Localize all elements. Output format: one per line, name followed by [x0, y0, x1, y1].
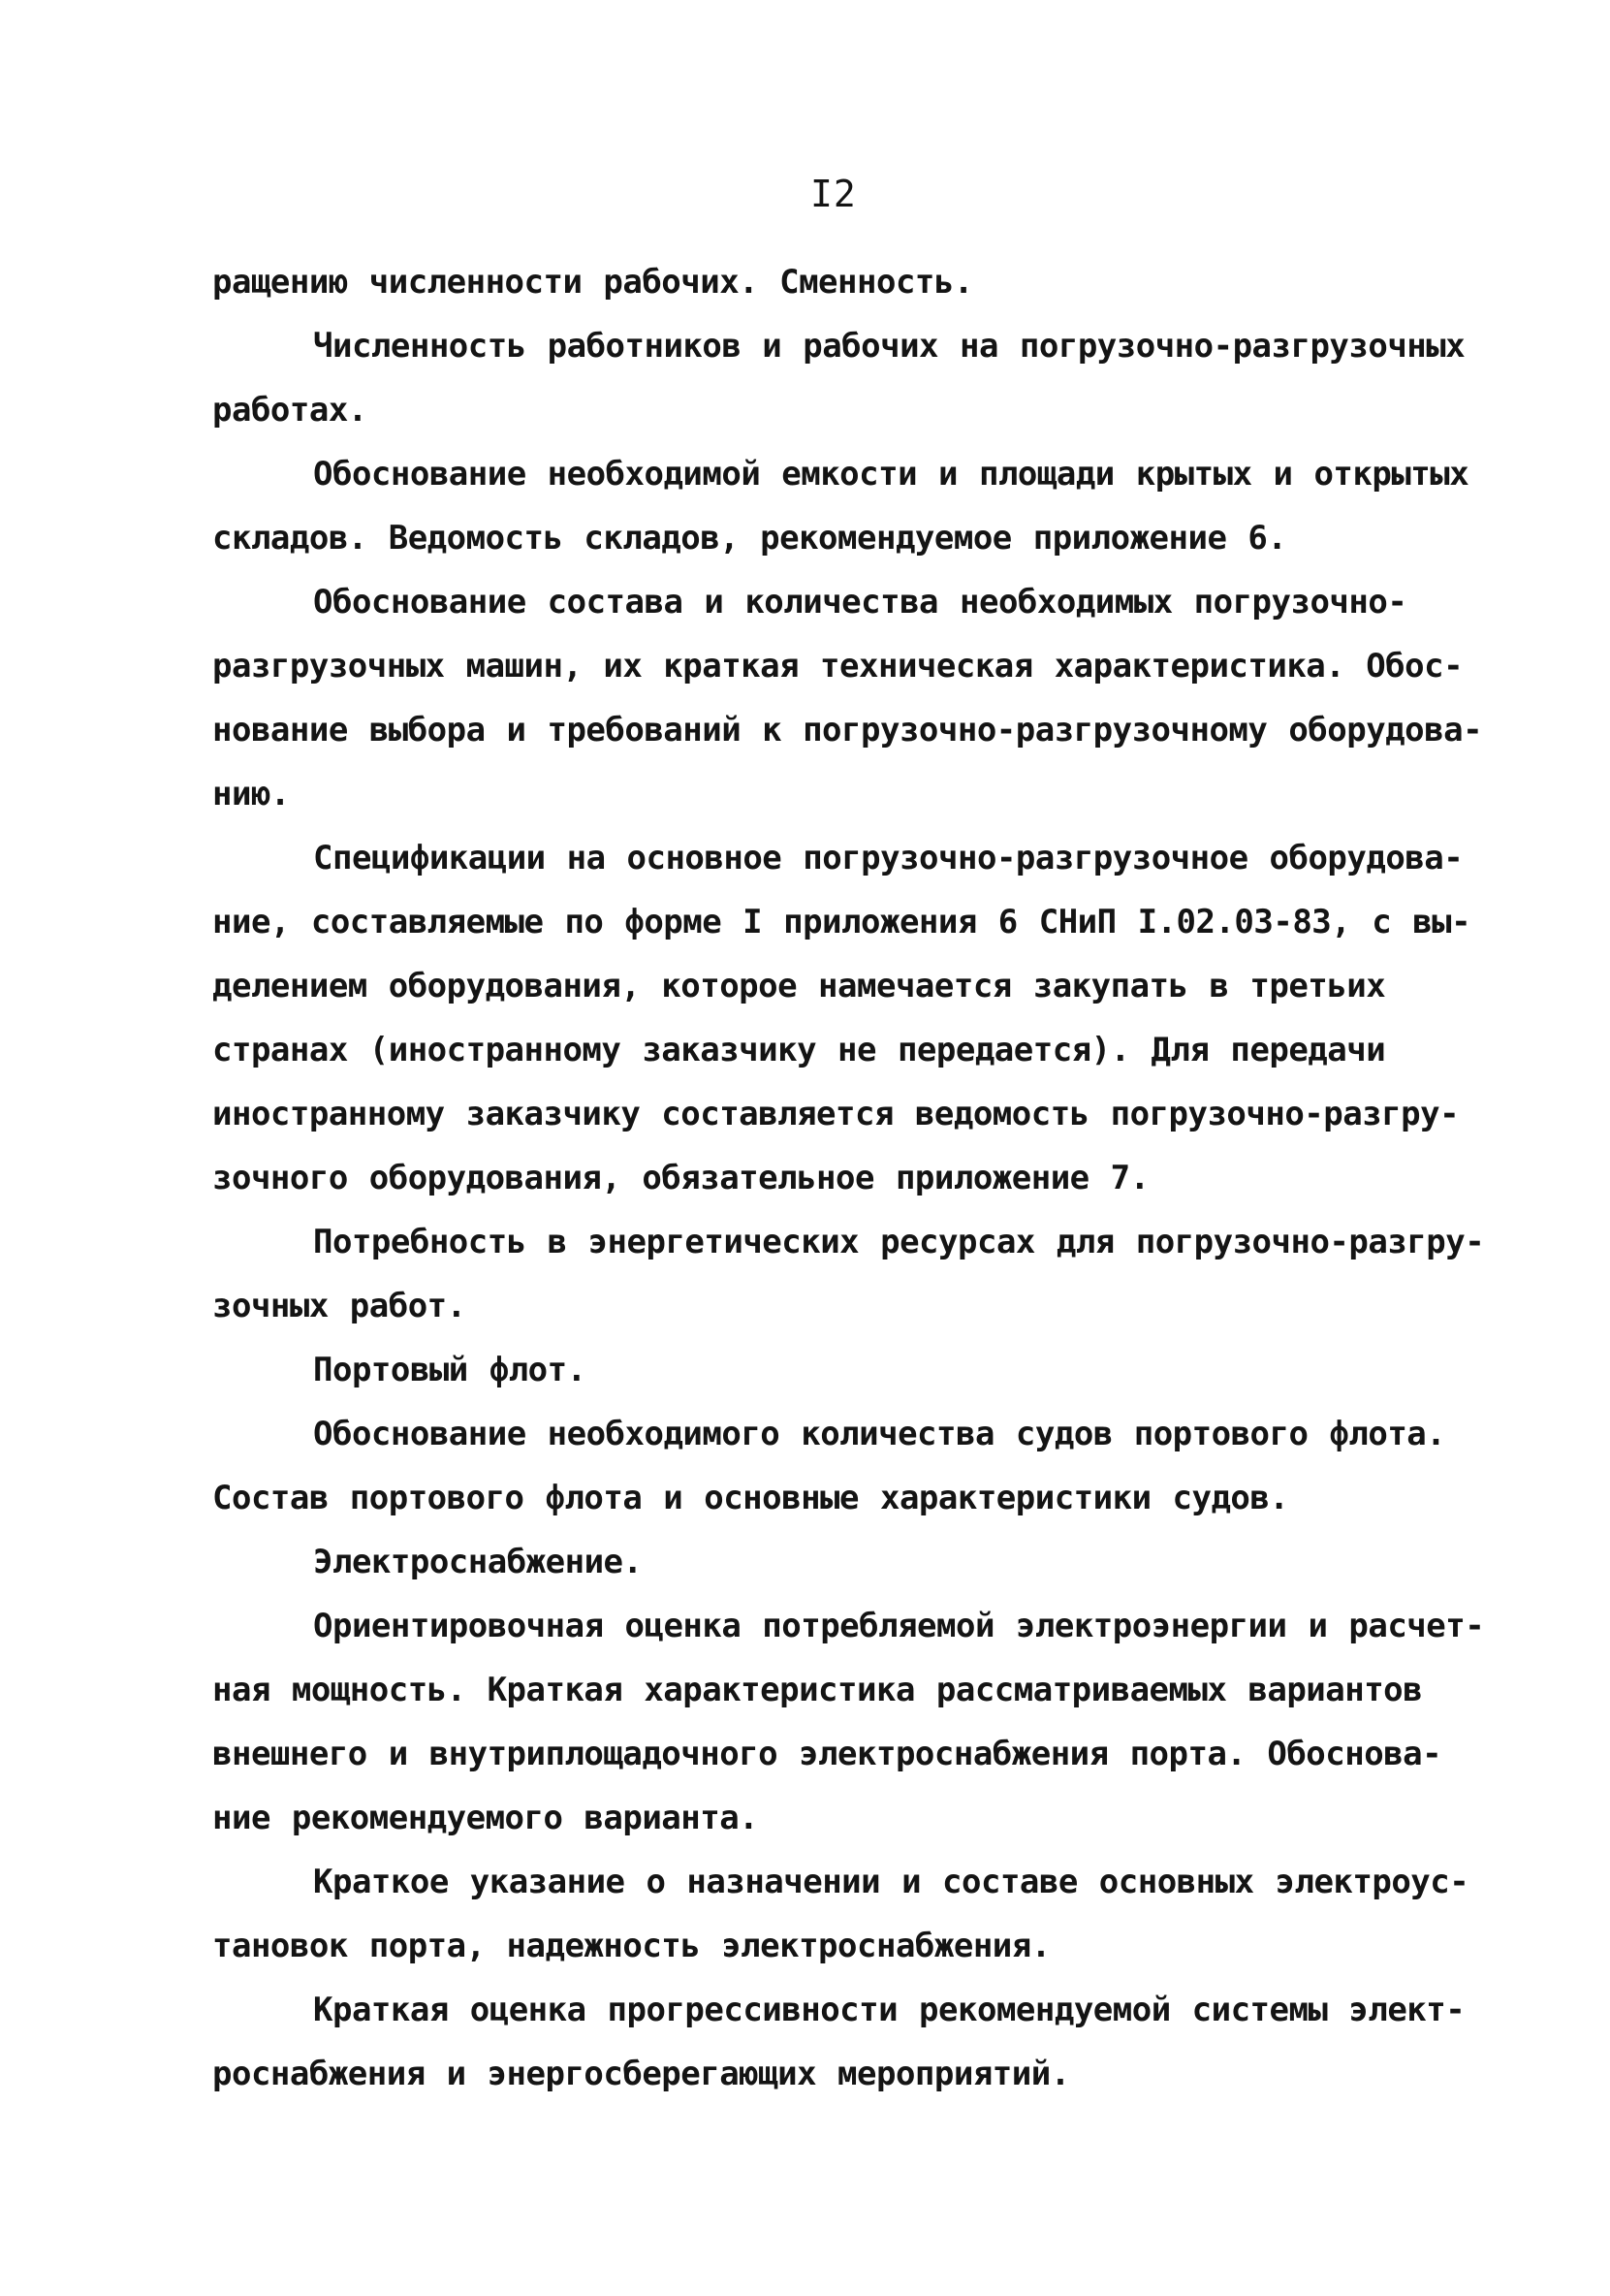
- paragraph: [212, 1402, 1463, 1530]
- text-line: Обоснование необходимого количества судов портового флота.: [313, 1415, 1446, 1453]
- text-line: тановок порта, надежность электроснабжения.: [212, 1927, 1051, 1965]
- text-line: нование выбора и требований к погрузочно-разгрузочному оборудова-: [212, 711, 1483, 749]
- body-text: [212, 250, 1485, 2106]
- text-line: зочного оборудования, обязательное приложение 7.: [212, 1159, 1150, 1197]
- text-line: Численность работников и рабочих на погрузочно-разгрузочных: [313, 327, 1466, 366]
- text-line: делением оборудования, которое намечается закупать в третьих: [212, 967, 1386, 1005]
- text-line: нию.: [212, 775, 290, 813]
- text-line: Обоснование необходимой емкости и площади крытых и открытых: [313, 455, 1469, 494]
- paragraph: [212, 1594, 1485, 1850]
- text-line: странах (иностранному заказчику не передается). Для передачи: [212, 1031, 1386, 1069]
- text-line: Ориентировочная оценка потребляемой электроэнергии и расчет-: [313, 1607, 1485, 1645]
- page-number: I2: [810, 173, 857, 215]
- paragraph: [212, 1530, 1463, 1594]
- text-line: Краткое указание о назначении и составе основных электроус-: [313, 1863, 1469, 1901]
- text-line: Спецификации на основное погрузочно-разгрузочное оборудова-: [313, 839, 1464, 877]
- paragraph: [212, 250, 1463, 314]
- paragraph: [212, 1850, 1469, 1978]
- text-line: Портовый флот.: [313, 1351, 586, 1389]
- text-line: Состав портового флота и основные характеристики судов.: [212, 1479, 1289, 1517]
- text-line: роснабжения и энергосберегающих мероприятий.: [212, 2055, 1070, 2093]
- text-line: Электроснабжение.: [313, 1543, 643, 1581]
- paragraph: [212, 314, 1466, 442]
- paragraph: [212, 1210, 1485, 1338]
- paragraph: [212, 826, 1471, 1210]
- text-line: внешнего и внутриплощадочного электроснабжения порта. Обоснова-: [212, 1735, 1442, 1773]
- text-line: Краткая оценка прогрессивности рекомендуемой системы элект-: [313, 1991, 1466, 2029]
- text-line: складов. Ведомость складов, рекомендуемое приложение 6.: [212, 519, 1287, 558]
- paragraph: [212, 1338, 1463, 1402]
- text-line: Обоснование состава и количества необходимых погрузочно-: [313, 583, 1407, 622]
- paragraph: [212, 570, 1483, 826]
- text-line: ние рекомендуемого варианта.: [212, 1799, 759, 1837]
- paragraph: [212, 442, 1469, 570]
- text-line: ние, составляемые по форме I приложения 6 СНиП I.02.03-83, с вы-: [212, 903, 1471, 941]
- text-line: ная мощность. Краткая характеристика рассматриваемых вариантов: [212, 1671, 1423, 1709]
- text-line: разгрузочных машин, их краткая техническая характеристика. Обос-: [212, 647, 1464, 686]
- text-line: ращению численности рабочих. Сменность.: [212, 263, 973, 302]
- text-line: зочных работ.: [212, 1287, 466, 1325]
- text-line: иностранному заказчику составляется ведомость погрузочно-разгру-: [212, 1095, 1460, 1133]
- paragraph: [212, 1978, 1466, 2106]
- text-line: Потребность в энергетических ресурсах для погрузочно-разгру-: [313, 1223, 1485, 1261]
- text-line: работах.: [212, 391, 367, 430]
